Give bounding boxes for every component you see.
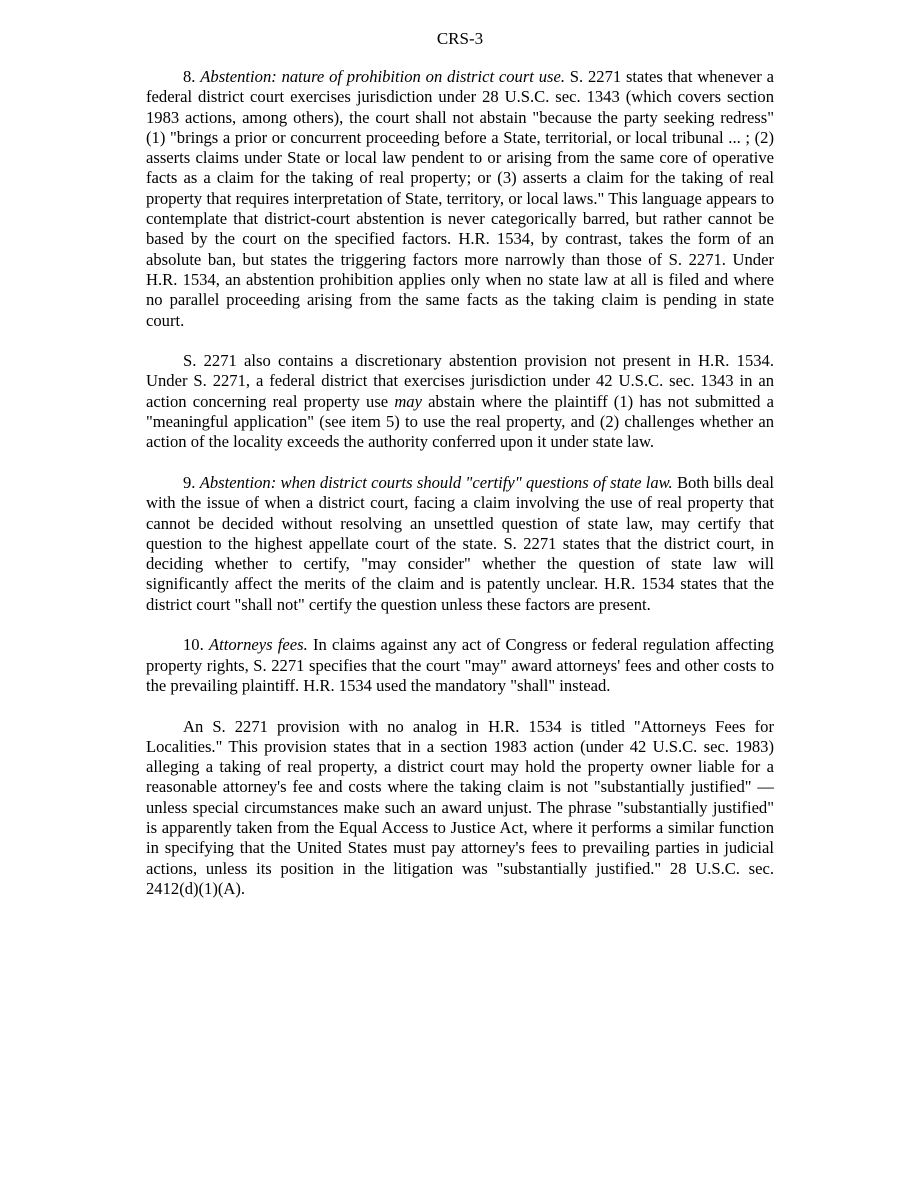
paragraph-text: S. 2271 also contains a discretionary abstention provision not present in H.R. 1534. Under S. 2271, a federal district that exercises jurisdiction under 42 U.S.C. sec. 1343 in an action concerning real property use <box>146 351 774 411</box>
paragraph-text: Both bills deal with the issue of when a district court, facing a claim involving the use of real property that cannot be decided without resolving an unsettled question of state law, may certify that question to the highest appellate court of the state. S. 2271 states that the district court, in deciding whether to certify, "may consider" whether the question of state law will significantly affect the merits of the claim and is patently unclear. H.R. 1534 states that the district court "shall not" certify the question unless these factors are present. <box>146 472 774 614</box>
item-heading: Attorneys fees. <box>208 635 308 655</box>
paragraph-item-9 <box>146 473 774 615</box>
item-heading: Abstention: nature of prohibition on district court use. <box>200 67 565 86</box>
page-header <box>0 28 920 50</box>
paragraph-item-10 <box>146 635 774 696</box>
page-number-label: CRS-3 <box>436 29 484 48</box>
paragraph-attorneys-fees-localities <box>146 717 774 900</box>
paragraph-text: S. 2271 states that whenever a federal district court exercises jurisdiction under 28 U.S.C. sec. 1343 (which covers section 1983 actions, among others), the court shall not abstain "because the party seeking redress" (1) "brings a prior or concurrent proceeding before a State, territorial, or local tribunal ... ; (2) asserts claims under State or local law pendent to or arising from the same core of operative facts as a claim for the taking of real property; or (3) asserts a claim for the taking of real property that requires interpretation of State, territory, or local laws." This language appears to contemplate that district-court abstention is never categorically barred, but rather cannot be based by the court on the specified factors. H.R. 1534, by contrast, takes the form of an absolute ban, but states the triggering factors more narrowly than those of S. 2271. Under H.R. 1534, an abstention prohibition applies only when no state law at all is filed and where no parallel proceeding arising from the same facts as the taking claim is pending in state court. <box>146 67 774 330</box>
item-number: 8. <box>183 67 196 86</box>
item-number: 10. <box>183 635 204 655</box>
paragraph-item-8 <box>146 67 774 331</box>
paragraph-text: In claims against any act of Congress or federal regulation affecting property rights, S. 2271 specifies that the court "may" award attorneys' fees and other costs to the prevailing plaintiff. H.R. 1534 used the mandatory "shall" instead. <box>146 635 774 695</box>
emphasis-word: may <box>394 391 422 411</box>
item-number: 9. <box>183 472 196 492</box>
paragraph-discretionary-abstention <box>146 351 774 452</box>
paragraph-text: abstain where the plaintiff (1) has not submitted a "meaningful application" (see item 5) to use the real property, and (2) challenges whether an action of the locality exceeds the authority conferred upon it under state law. <box>146 391 774 452</box>
paragraph-text: An S. 2271 provision with no analog in H.R. 1534 is titled "Attorneys Fees for Localities." This provision states that in a section 1983 action (under 42 U.S.C. sec. 1983) alleging a taking of real property, a district court may hold the property owner liable for a reasonable attorney's fee and costs where the taking claim is not "substantially justified" — unless special circumstances make such an award unjust. The phrase "substantially justified" is apparently taken from the Equal Access to Justice Act, where it performs a similar function in specifying that the United States must pay attorney's fees to prevailing parties in judicial actions, unless its position in the litigation was "substantially justified." 28 U.S.C. sec. 2412(d)(1)(A). <box>146 716 774 898</box>
item-heading: Abstention: when district courts should "certify" questions of state law. <box>199 472 673 492</box>
document-body <box>146 67 774 899</box>
